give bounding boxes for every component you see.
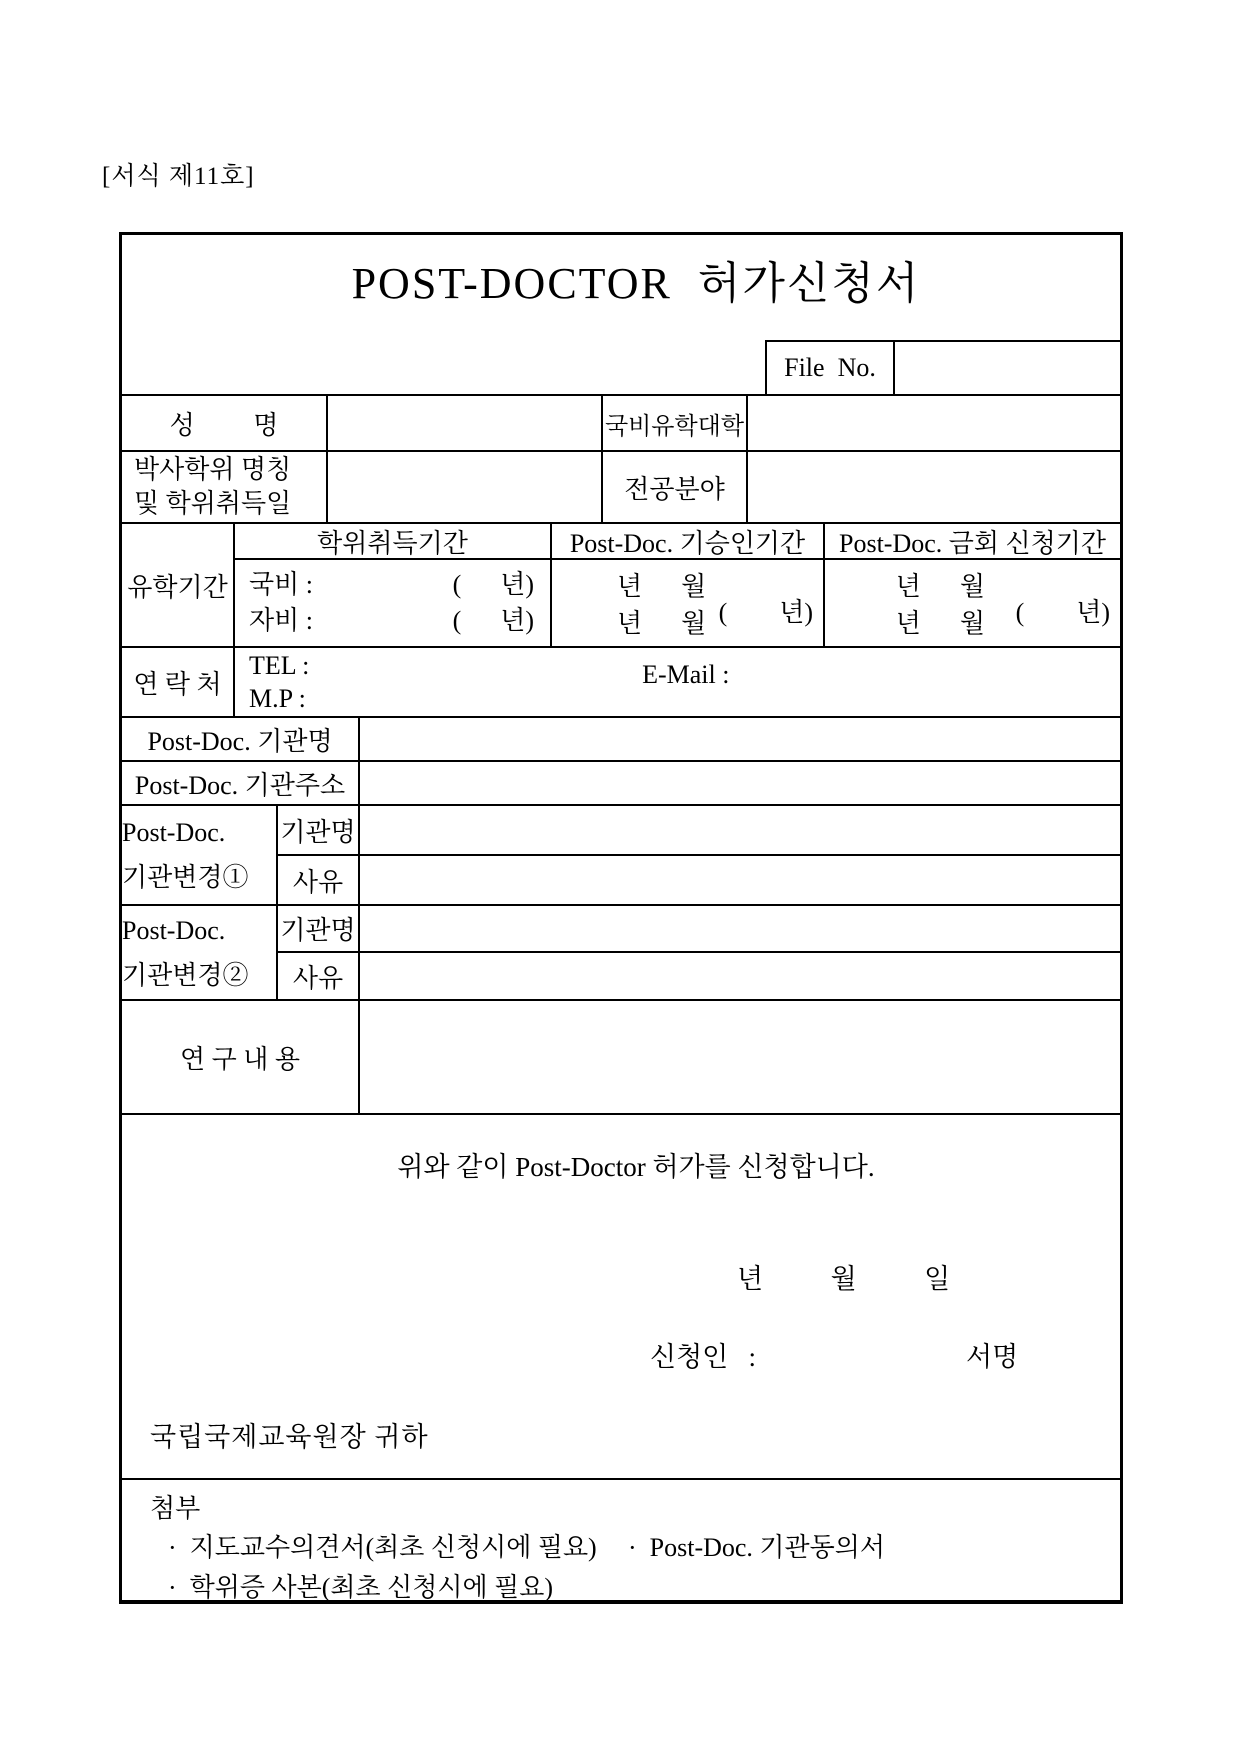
name-row [122,396,1120,452]
current-to-ym: 년 월 [895,609,986,638]
govt-fund-years: ( 년) [452,570,534,599]
change2-label-line1: Post-Doc. [122,915,226,945]
form-code-label: [서식 제11호] [102,163,255,190]
change2-reason-row [278,953,1120,1001]
file-no-spacer [122,340,765,396]
degree-value-cell [328,452,603,524]
approved-from-ym: 년 월 [617,572,707,601]
change1-reason-label: 사유 [278,856,360,906]
degree-label [122,452,328,524]
degree-label-line1: 박사학위 명칭 [134,455,292,484]
self-fund-line [235,603,550,639]
self-fund-years: ( 년) [452,606,534,635]
attachments-title: 첨부 [150,1494,201,1523]
org-addr-label: Post-Doc. 기관주소 [122,762,360,806]
mp-label: M.P : [249,684,306,713]
self-fund-label: 자비 : [249,606,313,635]
change2-label-line2: 기관변경② [122,960,249,990]
org-name-label: Post-Doc. 기관명 [122,718,360,762]
change2-reason-label: 사유 [278,953,360,1001]
change2-reason-value-cell [360,953,1120,1001]
approved-period-header: Post-Doc. 기승인기간 [552,524,825,560]
tel-label: TEL : [249,651,310,680]
approved-to-ym: 년 월 [617,609,707,638]
current-period-header: Post-Doc. 금회 신청기간 [825,524,1120,560]
period-header-row [235,524,1120,560]
name-value-cell [328,396,603,452]
contact-row [122,648,1120,718]
current-period-cell [825,560,1120,648]
org-name-row [122,718,1120,762]
attachment-item-degree-copy: · 학위증 사본(최초 신청시에 필요) [168,1573,553,1602]
change1-label-line1: Post-Doc. [122,818,226,847]
name-label: 성 명 [122,396,328,452]
change1-orgname-label: 기관명 [278,806,360,856]
org-name-value-cell [360,718,1120,762]
govt-fund-label: 국비 : [249,570,313,599]
attachment-item-org-consent: · Post-Doc. 기관동의서 [628,1533,886,1562]
date-line: 년 월 일 [737,1264,951,1294]
current-from-ym: 년 월 [895,572,986,601]
org-change2-band [122,906,1120,1001]
contact-value-cell [235,648,1120,718]
file-no-value-cell [895,340,1120,396]
contact-label: 연 락 처 [122,648,235,718]
research-value-cell [360,1001,1120,1115]
study-period-label: 유학기간 [122,524,235,648]
statement-block [122,1115,1120,1480]
degree-period-header: 학위취득기간 [235,524,552,560]
degree-label-line2: 및 학위취득일 [134,489,292,518]
applicant-label: 신청인 : [650,1342,756,1372]
change1-orgname-value-cell [360,806,1120,856]
org-addr-value-cell [360,762,1120,806]
degree-row [122,452,1120,524]
govt-fund-line [235,567,550,603]
period-content-row [235,560,1120,648]
approved-period-cell [552,560,825,648]
statement-line: 위와 같이 Post-Doctor 허가를 신청합니다. [397,1152,875,1182]
attachment-item-advisor-opinion: · 지도교수의견서(최초 신청시에 필요) [168,1533,597,1562]
signature-label: 서명 [966,1342,1019,1372]
change1-orgname-row [278,806,1120,856]
major-label: 전공분야 [603,452,748,524]
application-form-table [119,232,1123,1604]
research-row [122,1001,1120,1115]
univ-label: 국비유학대학 [603,396,748,452]
file-no-row [122,340,1120,396]
approved-total-years: ( 년) [718,598,813,627]
org-change1-band [122,806,1120,906]
change1-label [122,806,278,906]
attachments-line1 [168,1528,1120,1568]
study-period-band [122,524,1120,648]
change1-reason-value-cell [360,856,1120,906]
change1-label-line2: 기관변경① [122,863,249,892]
attachments-block [122,1480,1120,1600]
change2-label [122,906,278,1001]
change2-orgname-label: 기관명 [278,906,360,953]
degree-period-cell [235,560,552,648]
attachments-line2 [168,1568,1120,1608]
form-title: POST-DOCTOR 허가신청서 [351,259,921,308]
univ-value-cell [748,396,1120,452]
current-total-years: ( 년) [1015,598,1110,627]
change2-orgname-value-cell [360,906,1120,953]
title-row [122,235,1120,340]
change2-orgname-row [278,906,1120,953]
research-label: 연 구 내 용 [122,1001,360,1115]
email-label: E-Mail : [642,660,730,689]
file-no-label: File No. [765,340,895,396]
change1-reason-row [278,856,1120,906]
major-value-cell [748,452,1120,524]
recipient-line: 국립국제교육원장 귀하 [150,1422,429,1452]
org-addr-row [122,762,1120,806]
